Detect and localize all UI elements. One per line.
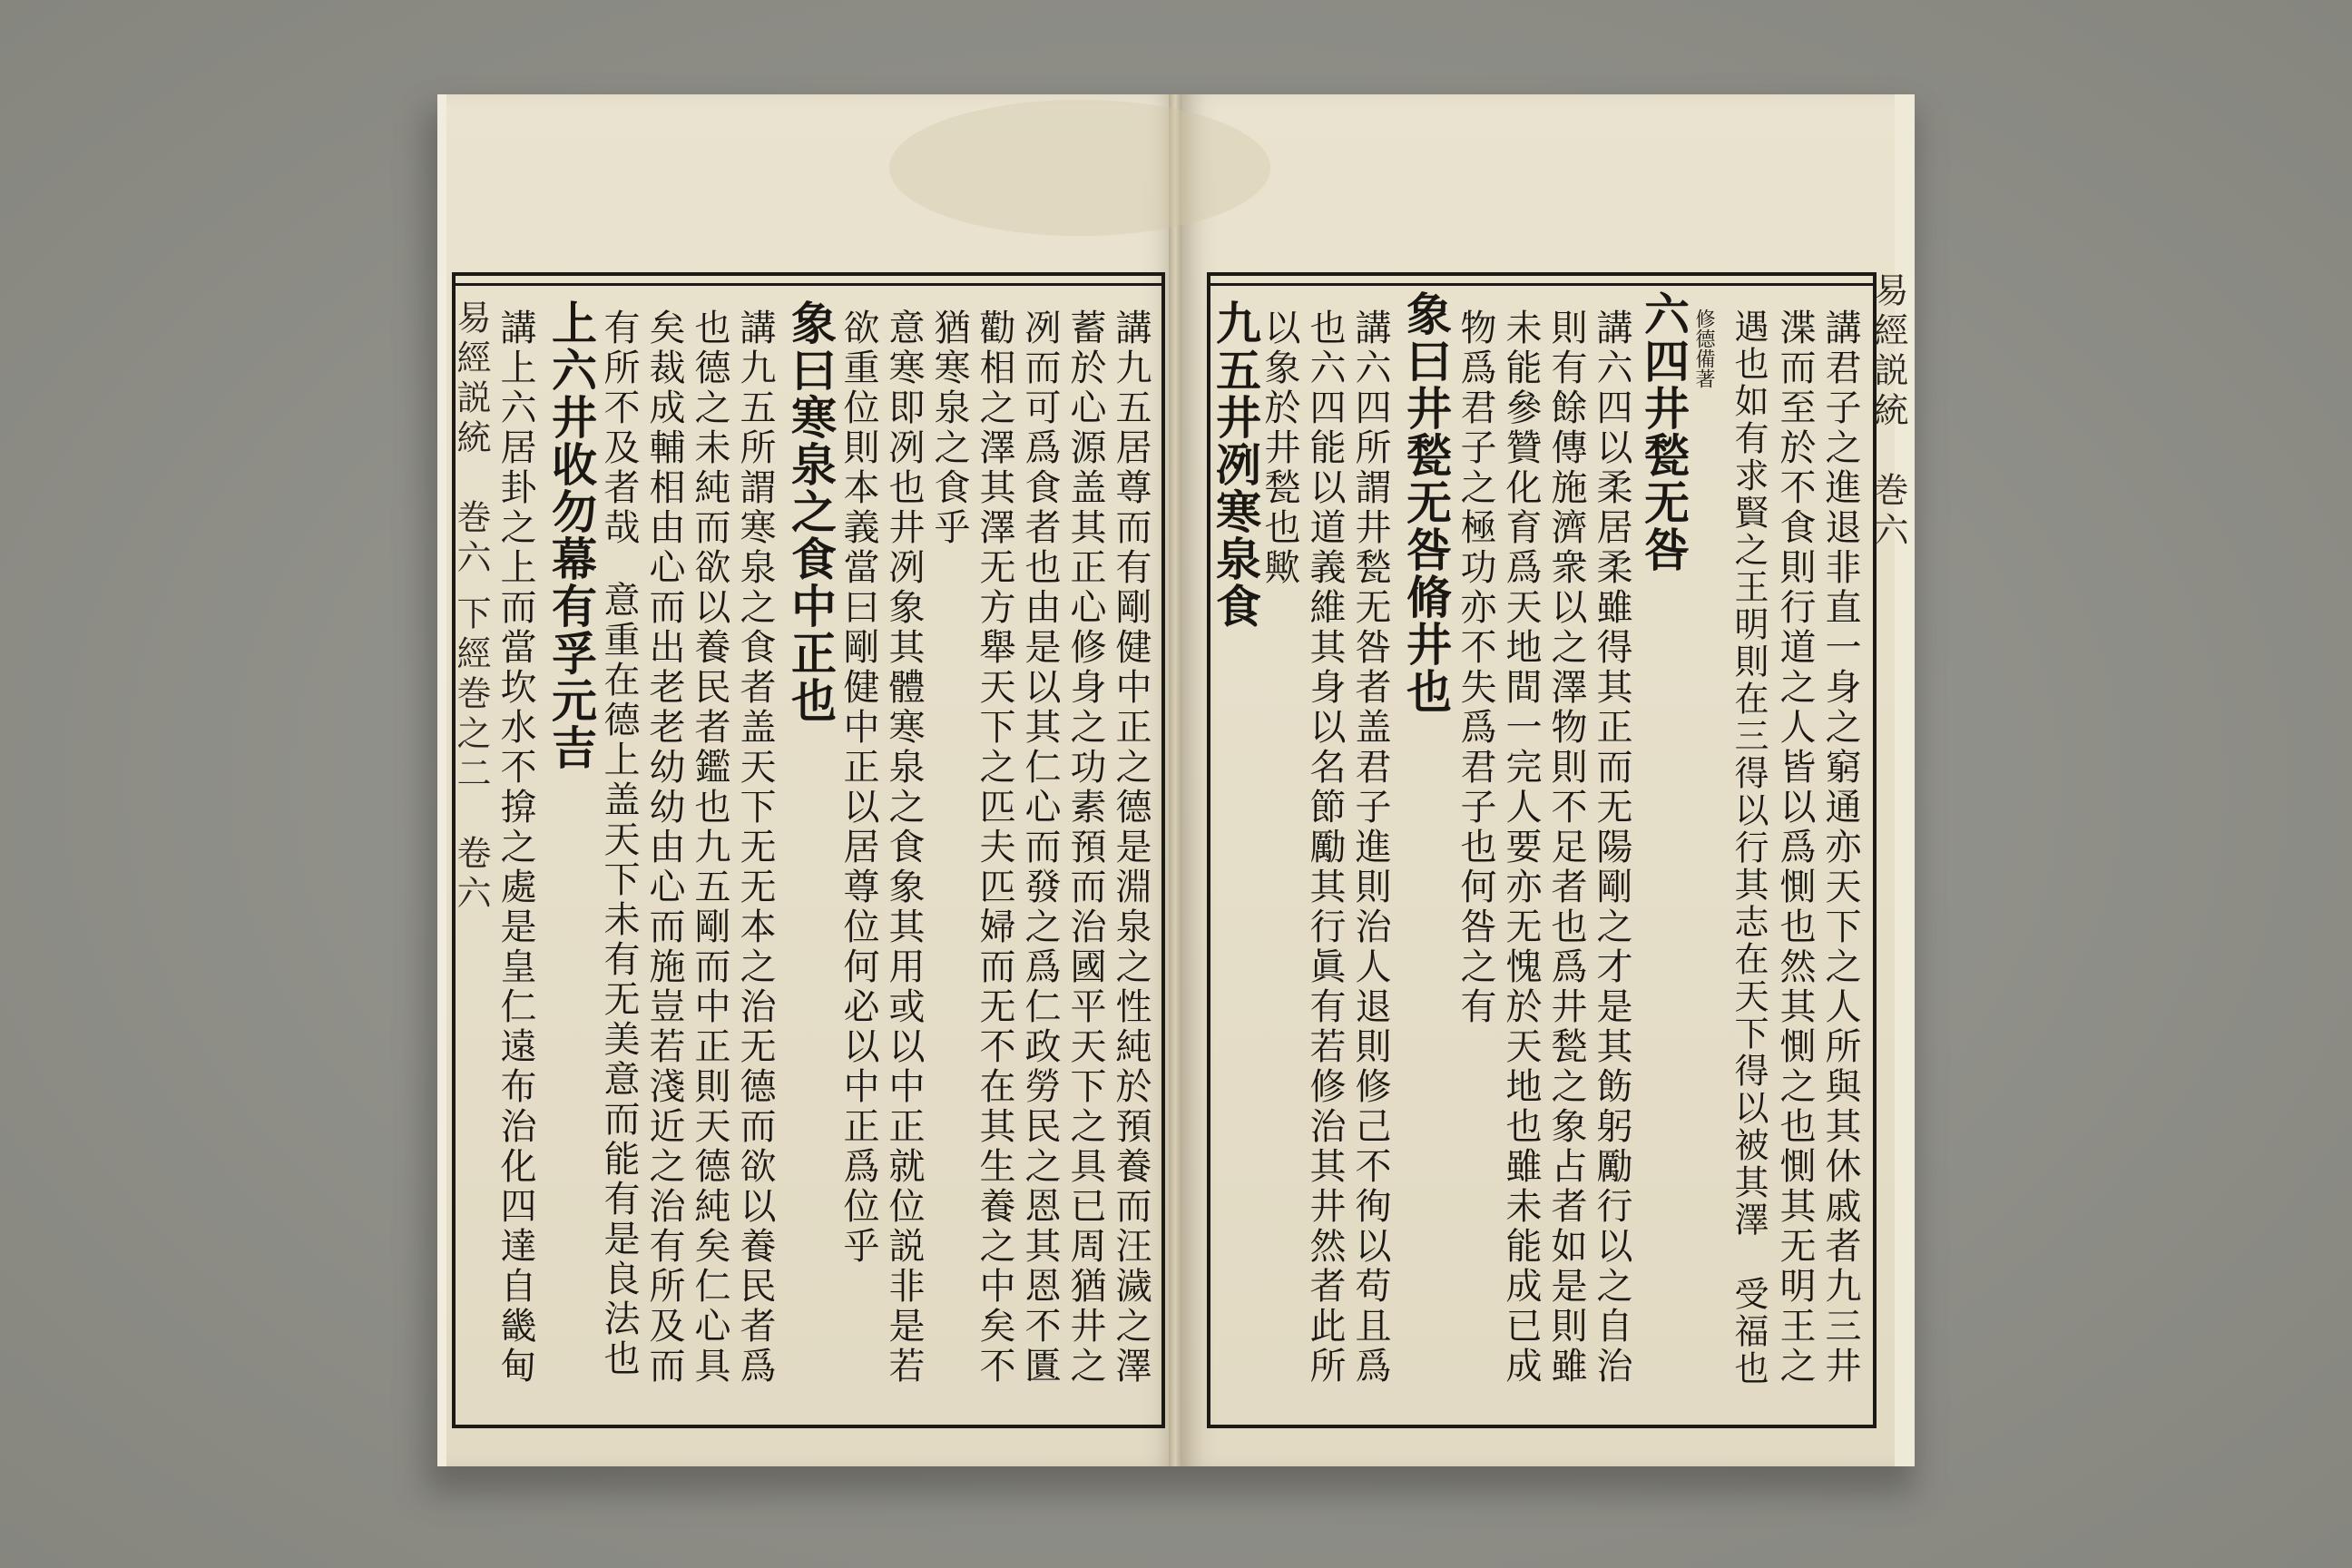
right-small-note: 修德備著: [1692, 309, 1715, 388]
right-col-3: 遇也如有求賢之王明則在三得以行其志在天下得以被其澤 受福也: [1729, 309, 1769, 1387]
right-margin-title: 易經説統 巻六: [1868, 272, 1908, 552]
right-col-11: 講六四所謂井甃无咎者盖君子進則治人退則修己不徇以苟且爲: [1349, 309, 1391, 1387]
right-col-6: 講六四以柔居柔雖得其正而无陽剛之才是其飭躬勵行以之自治: [1591, 309, 1632, 1387]
left-col-4: 勸相之澤其澤无方舉天下之匹夫匹婦而无不在其生養之中矣不: [974, 309, 1015, 1387]
left-col-2: 蓄於心源盖其正心修身之功素預而治國平天下之具已周猶井之: [1064, 309, 1106, 1387]
right-header-rule: [1207, 283, 1877, 286]
left-header-rule: [452, 283, 1165, 286]
left-heading-xiang: 象曰寒泉之食中正也: [784, 299, 838, 724]
left-col-11: 矣裁成輔相由心而出老老幼幼由心而施豈若淺近之治有所及而: [643, 309, 685, 1387]
left-col-3: 冽而可爲食者也由是以其仁心而發之爲仁政勞民之恩其恩不匱: [1019, 309, 1061, 1387]
left-col-12: 有所不及者哉: [598, 309, 640, 548]
right-heading-xiang: 象曰井甃无咎脩井也: [1399, 290, 1453, 715]
left-col-6: 意寒即冽也井冽象其體寒泉之食象其用或以中正就位説非是若: [883, 309, 925, 1387]
right-col-7: 則有餘傳施濟衆以之澤物則不足者也爲井甃之象占者如是則雖: [1545, 309, 1587, 1387]
right-col-12: 也六四能以道義維其身以名節勵其行眞有若修治其井然者此所: [1304, 309, 1346, 1387]
left-col-9: 講九五所謂寒泉之食者盖天下无无本之治无德而欲以養民者爲: [734, 309, 776, 1387]
left-col-10: 也德之未純而欲以養民者鑑也九五剛而中正則天德純矣仁心具: [689, 309, 730, 1387]
left-col-7: 欲重位則本義當曰剛健中正以居尊位何必以中正爲位乎: [838, 309, 879, 1267]
left-col-15: 講上六居卦之上而當坎水不揜之處是皇仁遠布治化四達自畿甸: [495, 309, 536, 1387]
water-stain: [889, 100, 1270, 236]
right-heading-liusi: 六四井甃无咎: [1637, 290, 1690, 573]
left-col-5: 猶寒泉之食乎: [928, 309, 970, 548]
left-col-1: 講九五居尊而有剛健中正之德是淵泉之性純於預養而汪濊之澤: [1110, 309, 1152, 1387]
left-col-13: 意重在德上盖天下未有无美意而能有是良法也: [598, 581, 640, 1379]
left-heading-shangliu: 上六井收勿幕有孚元吉: [544, 299, 598, 771]
right-col-9: 物爲君子之極功亦不失爲君子也何咎之有: [1455, 309, 1496, 1027]
left-margin-title: 易經説統 巻六 下經巻之二 卷六: [451, 299, 491, 916]
right-col-1: 講君子之進退非直一身之窮通亦天下之人所與其休戚者九三井: [1819, 309, 1861, 1387]
book-gutter: [1169, 94, 1181, 1466]
right-col-2: 渫而至於不食則行道之人皆以爲惻也然其惻之也惻其无明王之: [1774, 309, 1816, 1387]
right-heading-jiuwu: 九五井冽寒泉食: [1209, 299, 1262, 630]
right-col-8: 未能參贊化育爲天地間一完人要亦无愧於天地也雖未能成已成: [1500, 309, 1542, 1387]
right-col-13: 以象於井甃也歟: [1259, 309, 1300, 588]
